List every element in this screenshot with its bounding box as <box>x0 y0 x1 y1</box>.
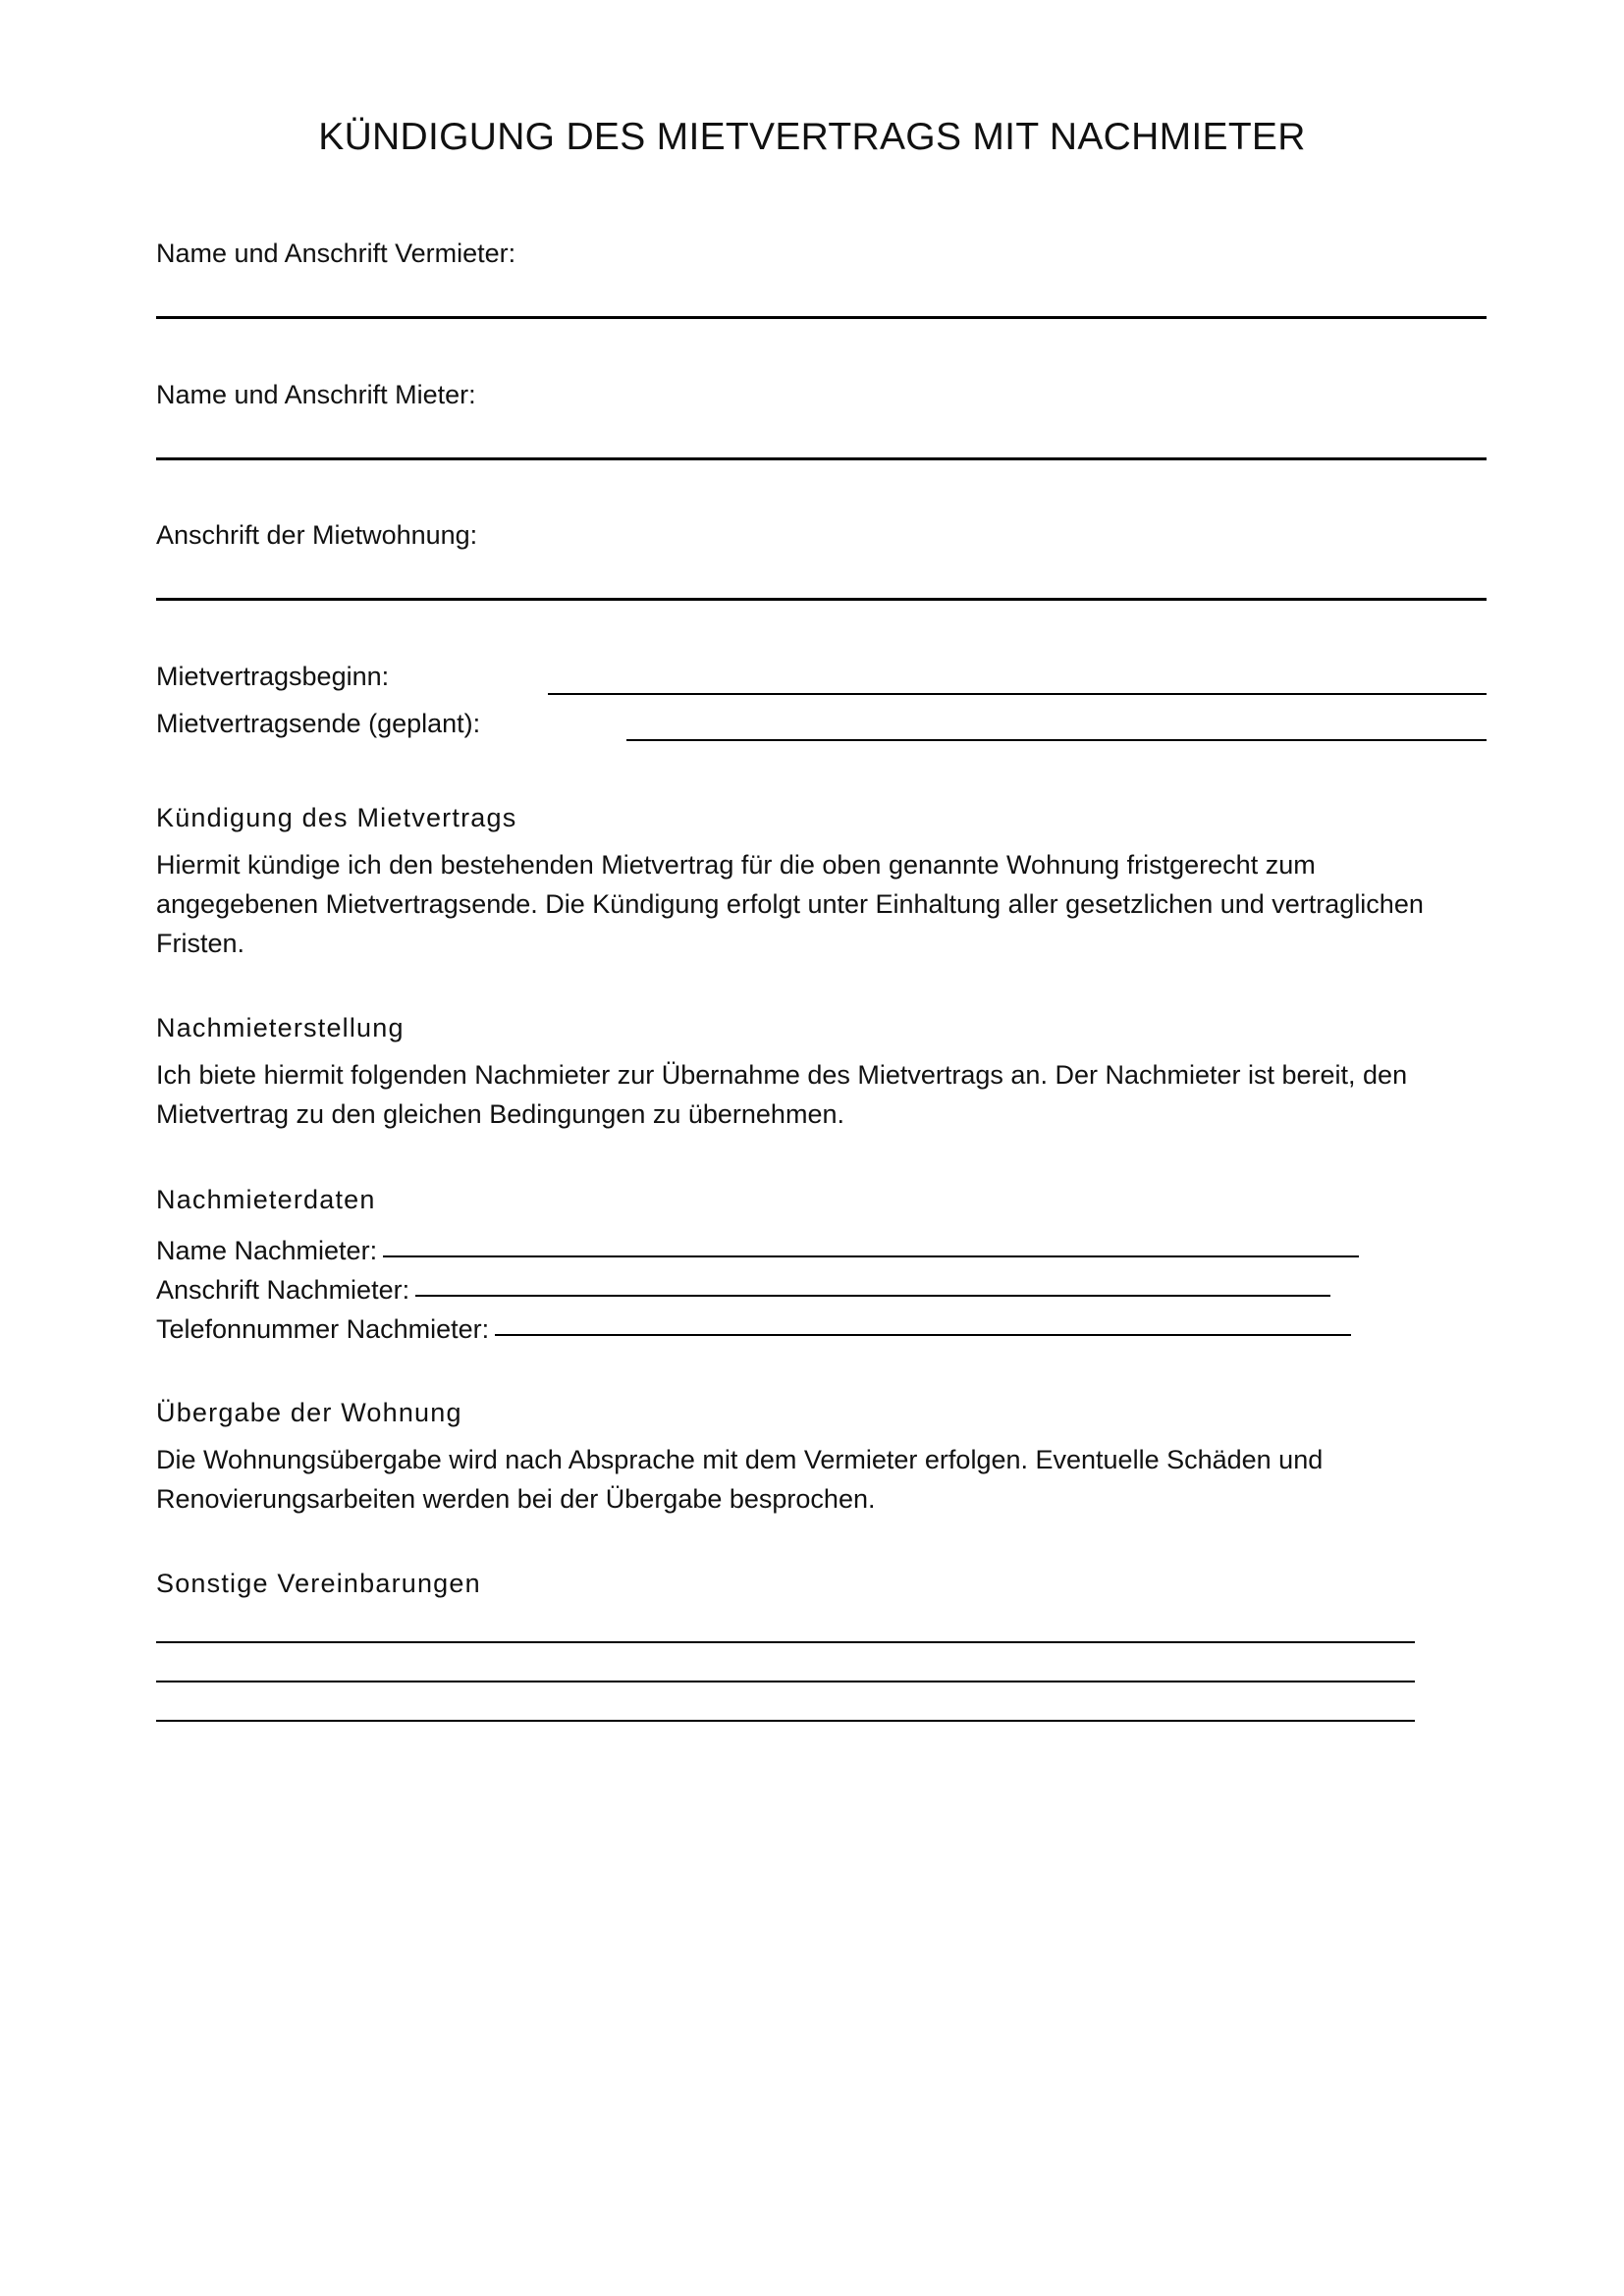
successor-phone-input-line[interactable] <box>495 1334 1351 1336</box>
termination-paragraph <box>156 845 1491 963</box>
landlord-label: Name und Anschrift Vermieter: <box>156 239 516 268</box>
other-agreements-line-1[interactable] <box>156 1641 1415 1643</box>
successor-offer-heading: Nachmieterstellung <box>156 1013 405 1042</box>
handover-heading: Übergabe der Wohnung <box>156 1398 462 1427</box>
termination-line-2: angegebenen Mietvertragsende. Die Kündigung erfolgt unter Einhaltung aller gesetzlichen und vertraglichen <box>156 889 1424 919</box>
tenant-label: Name und Anschrift Mieter: <box>156 380 476 409</box>
handover-line-1: Die Wohnungsübergabe wird nach Absprache mit dem Vermieter erfolgen. Eventuelle Schäden und <box>156 1445 1324 1474</box>
other-agreements-line-2[interactable] <box>156 1681 1415 1682</box>
successor-offer-line-2: Mietvertrag zu den gleichen Bedingungen zu übernehmen. <box>156 1099 844 1129</box>
successor-phone-label: Telefonnummer Nachmieter: <box>156 1314 490 1344</box>
termination-line-3: Fristen. <box>156 929 245 958</box>
handover-paragraph <box>156 1440 1491 1519</box>
successor-name-label: Name Nachmieter: <box>156 1236 378 1265</box>
successor-address-input-line[interactable] <box>415 1295 1330 1297</box>
document-title: KÜNDIGUNG DES MIETVERTRAGS MIT NACHMIETER <box>318 116 1306 158</box>
termination-line-1: Hiermit kündige ich den bestehenden Mietvertrag für die oben genannte Wohnung fristgerecht zum <box>156 850 1316 880</box>
other-agreements-heading: Sonstige Vereinbarungen <box>156 1569 481 1598</box>
successor-offer-line-1: Ich biete hiermit folgenden Nachmieter zur Übernahme des Mietvertrags an. Der Nachmieter ist bereit, den <box>156 1060 1408 1090</box>
landlord-input-line[interactable] <box>156 316 1487 319</box>
contract-start-label: Mietvertragsbeginn: <box>156 662 390 691</box>
successor-data-heading: Nachmieterdaten <box>156 1185 376 1214</box>
contract-start-input-line[interactable] <box>548 693 1487 695</box>
successor-name-input-line[interactable] <box>383 1255 1359 1257</box>
tenant-input-line[interactable] <box>156 457 1487 460</box>
apartment-label: Anschrift der Mietwohnung: <box>156 520 478 550</box>
contract-end-label: Mietvertragsende (geplant): <box>156 709 481 738</box>
successor-address-label: Anschrift Nachmieter: <box>156 1275 410 1305</box>
successor-phone-row <box>156 1306 1351 1345</box>
other-agreements-line-3[interactable] <box>156 1720 1415 1722</box>
successor-address-row <box>156 1266 1330 1306</box>
handover-line-2: Renovierungsarbeiten werden bei der Übergabe besprochen. <box>156 1484 876 1514</box>
successor-name-row <box>156 1227 1359 1266</box>
successor-offer-paragraph <box>156 1055 1491 1134</box>
contract-end-input-line[interactable] <box>626 739 1487 741</box>
apartment-input-line[interactable] <box>156 598 1487 601</box>
termination-heading: Kündigung des Mietvertrags <box>156 803 517 832</box>
